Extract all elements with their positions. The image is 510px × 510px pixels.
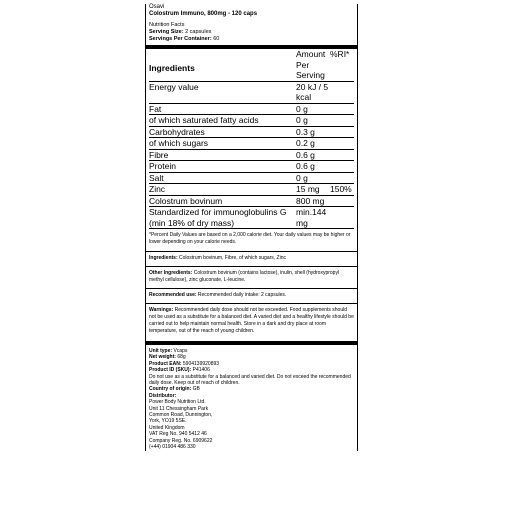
- nutrient-amount: 0.2 g: [296, 138, 330, 150]
- servings-per-container: Servings Per Container: 60: [149, 36, 220, 42]
- recommended-use-section: Recommended use: Recommended daily intake: 2 capsules.: [149, 292, 287, 298]
- nutrient-ri: [330, 195, 354, 207]
- serving-size: Serving Size: 2 capsules: [149, 29, 212, 35]
- warnings-section: Warnings: Recommended daily dose should not be exceeded. Food supplements should not be used as a substitute for a balanced diet. A varied diet and a healthy lifestyle should be carried out to help maintain normal health. Store in a dark and dry place at room temperature, out of the reach of young children.: [149, 307, 354, 334]
- net-weight: Net weight: 68g: [149, 354, 186, 361]
- nutrient-name: Zinc: [149, 184, 296, 196]
- nutrient-ri: [330, 81, 354, 103]
- nutrient-amount: 0 g: [296, 103, 330, 115]
- nutrient-amount: 0.6 g: [296, 161, 330, 173]
- product-ean: Product EAN: 5904139920893: [149, 360, 220, 367]
- nutrient-ri: [330, 103, 354, 115]
- distributor-line: VAT Reg No. 940 5412 46: [149, 431, 207, 438]
- disclaimer: Do not use as a substitute for a balanced and varied diet. Do not exceed the recommended daily dose. Keep out of reach of children.: [149, 373, 351, 387]
- nutrient-name: Protein: [149, 161, 296, 173]
- nutrient-name: of which saturated fatty acids: [149, 115, 296, 127]
- table-row: [149, 138, 354, 150]
- nutrient-name: Fibre: [149, 149, 296, 161]
- nutrient-ri: [330, 207, 354, 229]
- table-row: [149, 161, 354, 173]
- table-row: [149, 172, 354, 184]
- nutrient-amount: 0.3 g: [296, 126, 330, 138]
- brand-name: Osavi: [149, 4, 165, 10]
- table-row: [149, 126, 354, 138]
- table-row: [149, 207, 354, 229]
- distributor-address: [149, 399, 354, 450]
- nutrient-name: Colostrum bovinum: [149, 195, 296, 207]
- table-header: [149, 49, 354, 81]
- table-row: [149, 149, 354, 161]
- nutrient-ri: [330, 115, 354, 127]
- col-amount: Amount Per Serving: [296, 49, 330, 81]
- nutrient-amount: 0 g: [296, 115, 330, 127]
- nutrient-ri: [330, 172, 354, 184]
- nutrient-ri: [330, 161, 354, 173]
- distributor-line: Company Reg. No. 6909622: [149, 437, 213, 444]
- nutrient-name: of which sugars: [149, 138, 296, 150]
- product-name: Colostrum Immuno, 800mg - 120 caps: [149, 11, 258, 17]
- footnote: *Percent Daily Values are based on a 2,000 calorie diet. Your daily values may be higher or lower depending on your calorie needs.: [149, 232, 351, 245]
- nutrition-rows: [149, 81, 354, 229]
- nutrient-amount: 20 kJ / 5 kcal: [296, 81, 329, 102]
- nutrient-amount: 15 mg: [296, 184, 330, 196]
- distributor-line: Power Body Nutrition Ltd.: [149, 399, 206, 406]
- nutrient-name: Energy value: [149, 81, 296, 103]
- table-row: [149, 115, 354, 127]
- product-details: [149, 345, 354, 451]
- nutrient-name: Standardized for immunoglobulins G (min 18% of dry mass): [149, 207, 296, 229]
- nutrient-ri: [330, 138, 354, 150]
- col-ingredients: Ingredients: [149, 49, 296, 81]
- nutrient-ri: [330, 126, 354, 138]
- nutrient-name: Fat: [149, 103, 296, 115]
- country-of-origin: Country of origin: GB: [149, 386, 200, 393]
- unit-type: Unit type: Vcaps: [149, 348, 188, 354]
- distributor-line: Unit 11 Chessingham Park: [149, 405, 209, 412]
- distributor-line: York, YO19 5SE.: [149, 418, 187, 425]
- ingredients-section: Ingredients: Colostrum bovinum, Fibre, of which sugars, Zinc: [149, 255, 286, 261]
- nutrient-name: Salt: [149, 172, 296, 184]
- col-ri: %RI*: [330, 49, 354, 81]
- distributor-line: Common Road, Dunnington,: [149, 412, 213, 419]
- nutrient-amount: 0 g: [296, 172, 330, 184]
- product-sku: Product ID (SKU): P41406: [149, 367, 210, 374]
- table-row: [149, 81, 354, 103]
- table-row: [149, 184, 354, 196]
- nutrition-label: [145, 4, 358, 451]
- other-ingredients-section: Other Ingredients: Colostrum bovinum (contains lactose), inulin, shell (hydroxypropyl methyl cellulose), zinc gluconate, L-leucine.: [149, 270, 340, 283]
- nutrient-ri: [330, 149, 354, 161]
- nutrition-table: [149, 49, 354, 229]
- facts-title: Nutrition Facts: [149, 22, 185, 28]
- nutrient-amount: 0.6 g: [296, 149, 330, 161]
- nutrient-amount: min.144 mg: [296, 207, 330, 229]
- nutrient-ri: 150%: [330, 184, 354, 196]
- distributor-label: Distributor:: [149, 392, 177, 399]
- nutrient-name: Carbohydrates: [149, 126, 296, 138]
- distributor-line: United Kingdom: [149, 424, 185, 431]
- distributor-line: (+44) 01904 486 330: [149, 444, 196, 451]
- table-row: [149, 103, 354, 115]
- nutrient-amount: 800 mg: [296, 195, 330, 207]
- table-row: [149, 195, 354, 207]
